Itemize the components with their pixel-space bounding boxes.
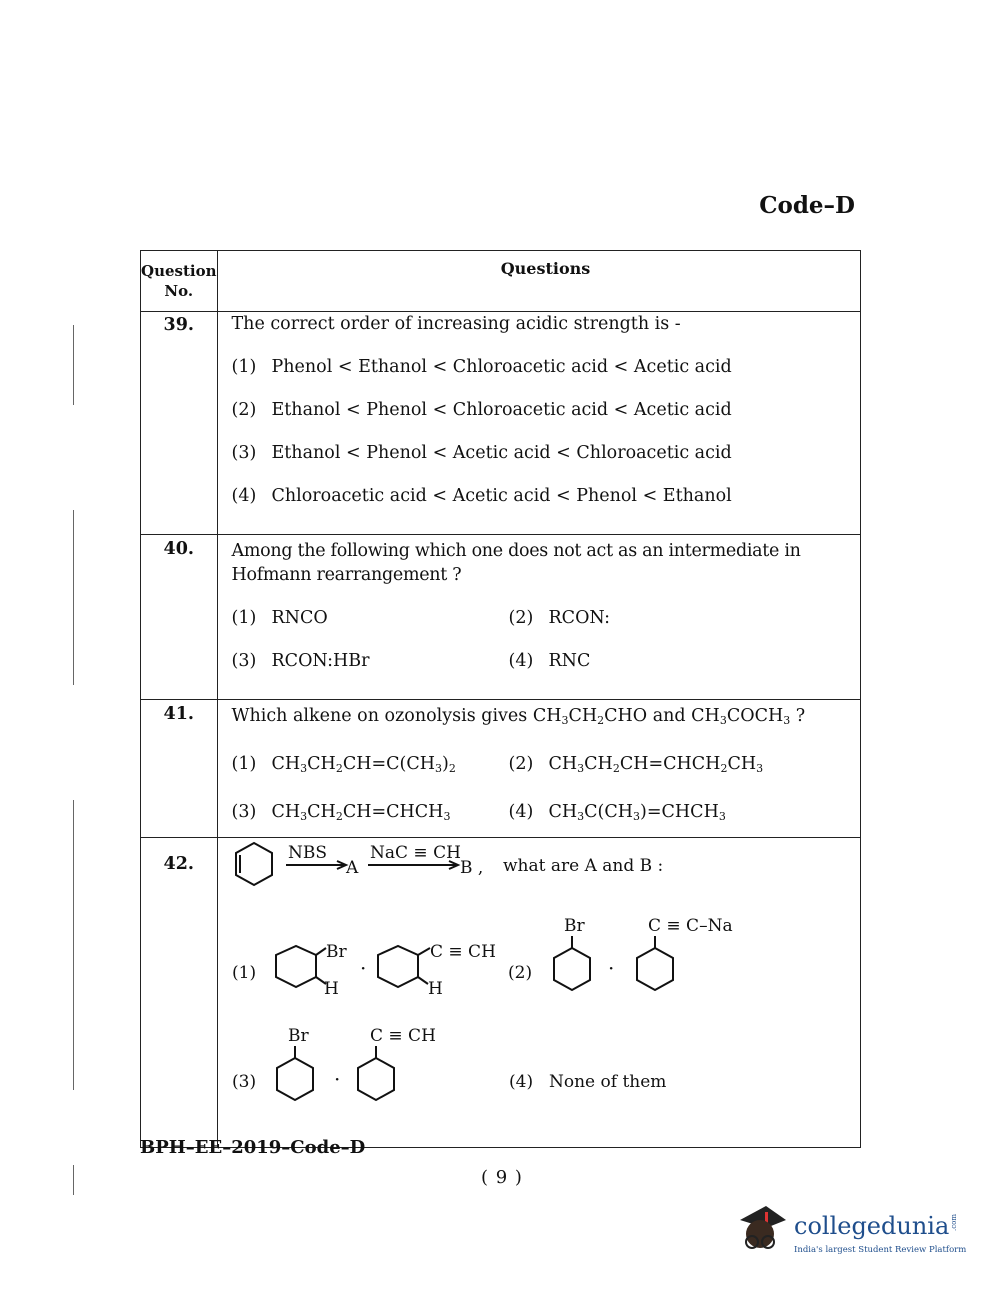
question-row-41 [141,700,861,838]
collegedunia-logo [738,1198,968,1264]
questions-table [140,250,861,1148]
option-4: (4) Chloroacetic acid < Acetic acid < Phenol < Ethanol [231,486,732,506]
reagent-sodium-acetylide: NaC ≡ CH [369,843,461,863]
product-a: A [345,858,358,878]
question-row-40 [141,535,861,700]
question-no-header: Question No. [141,251,218,312]
mascot-icon [738,1198,968,1260]
question-row-42 [141,838,861,1148]
option-2: (2) RCON: [508,608,610,628]
option-2: (2) Ethanol < Phenol < Chloroacetic acid < Acetic acid [231,400,732,420]
option-4: (4) RNC [508,651,591,671]
brand-name: collegedunia [794,1212,950,1240]
option-4: (4) $CH_3C(CH_3)=CHCH_3$ [508,802,726,823]
margin-mark [73,800,74,1090]
option-2: (2) $CH_3CH_2CH=CHCH_2CH_3$ [508,754,764,775]
question-text: Which alkene on ozonolysis gives $CH_3CH_2CHO$ and $CH_3COCH_3$ ? [231,706,806,727]
option-3: (3) $CH_3CH_2CH=CHCH_3$ [231,802,451,823]
question-number: 42. [141,838,218,1148]
label-br: Br [563,916,585,936]
page-number: ( 9 ) [481,1167,523,1188]
label-h: H [427,979,443,999]
option-1-number: (1) [231,963,256,983]
option-3-number: (3) [231,1072,256,1092]
option-1: (1) Phenol < Ethanol < Chloroacetic acid < Acetic acid [231,357,732,377]
margin-mark [73,1165,74,1195]
separator-dot: · [607,956,614,980]
cyclohexene-icon [236,843,272,885]
question-text: The correct order of increasing acidic strength is - [231,314,681,334]
option-3: (3) RCON:HBr [231,651,370,671]
question-text: Among the following which one does not act as an intermediate in Hofmann rearrangement ? [231,541,801,585]
question-number: 40. [141,535,218,700]
option-4-text: None of them [548,1072,666,1092]
label-br: Br [287,1026,309,1046]
option-3: (3) Ethanol < Phenol < Acetic acid < Chloroacetic acid [231,443,732,463]
label-h: H [323,979,339,999]
questions-header: Questions [217,251,860,312]
question-number: 41. [141,700,218,838]
label-ethynyl: C ≡ CH [369,1026,436,1046]
question-42-diagram [218,838,860,1130]
option-2-number: (2) [507,963,532,983]
paper-code: Code–D [759,192,855,219]
label-ethynyl: C ≡ CH [429,942,496,962]
option-1: (1) RNCO [231,608,328,628]
question-row-39 [141,312,861,535]
label-sodium-acetylide: C ≡ C–Na [647,916,733,936]
product-b: B , [459,858,483,878]
question-number: 39. [141,312,218,535]
brand-tagline: India's largest Student Review Platform [794,1245,967,1255]
option-4-number: (4) [508,1072,533,1092]
margin-mark [73,325,74,405]
question-prompt: what are A and B : [502,856,663,876]
margin-mark [73,510,74,685]
separator-dot: · [359,956,366,980]
brand-com: .com [950,1214,958,1231]
table-header-row [141,251,861,312]
label-br: Br [325,942,347,962]
reagent-nbs: NBS [287,843,327,863]
footer-code: BPH–EE–2019–Code–D [140,1137,366,1158]
option-1: (1) $CH_3CH_2CH=C(CH_3)_2$ [231,754,456,775]
separator-dot: · [333,1067,340,1091]
